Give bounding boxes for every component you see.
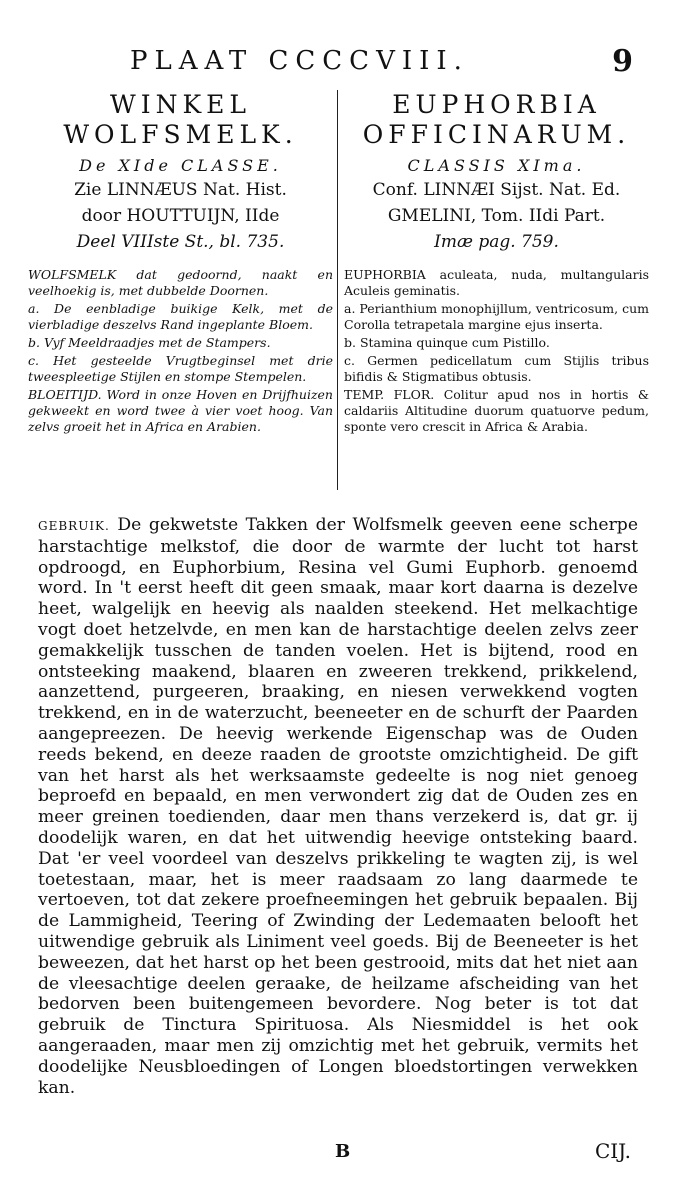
dutch-description [28,267,333,435]
plate-title: PLAAT CCCCVIII. [130,46,469,76]
page-footer [0,1135,683,1175]
latin-desc-flowering: TEMP. FLOR. Colitur apud nos in hortis & caldariis Altitudine duorum quatuorve pedum, sponte vero crescit in Africa & Arabia. [344,387,649,434]
dutch-reference-line1: Zie LINNÆUS Nat. Hist. [74,180,287,200]
latin-desc-a: a. Perianthium monophijllum, ventricosum, cum Corolla tetrapetala margine ejus inserta. [344,301,649,332]
page-number: 9 [612,44,633,79]
dutch-desc-flowering: BLOEITIJD. Word in onze Hoven en Drijfhuizen gekweekt en word twee à vier voet hoog. Van zelvs groeit het in Africa en Arabien. [28,387,333,434]
dutch-reference-line3: Deel VIIIste St., bl. 735. [76,232,285,252]
latin-reference-line3: Imæ pag. 759. [434,232,559,252]
dutch-reference-line2: door HOUTTUIJN, IIde [81,206,280,226]
signature-mark: B [335,1141,351,1162]
usage-section [38,515,638,1125]
latin-class: CLASSIS XIma. [407,156,586,175]
usage-text: De gekwetste Takken der Wolfsmelk geeven eene scherpe harstachtige melkstof, die door de warmte der lucht tot harst opdroogd, en Euphorbium, Resina vel Gumi Euphorb. genoemd word. In 't eerst heeft dit geen smaak, maar kort daarna is dezelve heet, walgelijk en heevig als naalden steekend. Het melkachtige vogt doet hetzelvde, en men kan de harstachtige deelen zelvs zeer gemakkelijk tusschen de tanden voelen. Het is bijtend, rood en ontsteeking maakend, blaaren en zweeren trekkend, prikkelend, aanzettend, purgeeren, braaking, en niesen verwekkend vogten trekkend, en in de waterzucht, beeneeter en de schurft der Paarden aangepreezen. De heevig werkende Eigenschap was de Ouden reeds bekend, en deeze raaden de grootste omzichtigheid. De gift van het harst als het werksaamste gedeelte is nog niet genoeg beproefd en bepaald, en men verwondert zig dat de Ouden zes en meer greinen toedienden, daar men thans verzekerd is, dat gr. ij doodelijk waren, en dat het uitwendig heevige ontsteking baard. Dat 'er veel voordeel van deszelvs prikkeling te wagten zij, is wel toetestaan, maar, het is meer raadsaam zo lang daarmede te vertoeven, tot dat zekere proefneemingen het gebruik bepaalen. Bij de Lammigheid, Teering of Zwinding der Ledemaaten belooft het uitwendige gebruik als Liniment veel goeds. Bij de Beeneeter is het beweezen, dat het harst op het been gestrooid, mits dat het niet aan de vleesachtige deelen geraake, de heilzame afscheiding van het bedorven been buitengemeen bevordere. Nog beter is tot dat gebruik de Tinctura Spirituosa. Als Niesmiddel is het ook aangeraaden, maar men zij omzichtig met het gebruik, vermits het doodelijke Neusbloedingen of Longen bloedstortingen verwekken kan. [38,515,638,1098]
page-header [0,40,683,84]
column-divider [337,90,338,490]
latin-reference-line1: Conf. LINNÆI Sijst. Nat. Ed. [372,180,621,200]
latin-desc-c: c. Germen pedicellatum cum Stijlis tribus bifidis & Stigmatibus obtusis. [344,353,649,384]
latin-column [344,90,649,437]
latin-reference-line2: GMELINI, Tom. IIdi Part. [387,206,606,226]
latin-name-line2: OFFICINARUM. [362,120,631,149]
latin-desc-main: EUPHORBIA aculeata, nuda, multangularis Aculeis geminatis. [344,267,649,298]
dutch-desc-c: c. Het gesteelde Vrugtbeginsel met drie tweespleetige Stijlen en stompe Stempelen. [28,353,333,384]
dutch-desc-main: WOLFSMELK dat gedoornd, naakt en veelhoekig is, met dubbelde Doornen. [28,267,333,298]
latin-name-line1: EUPHORBIA [392,90,601,119]
latin-desc-b: b. Stamina quinque cum Pistillo. [344,335,550,350]
catchword: CIJ. [594,1139,631,1163]
usage-paragraph [38,515,638,1098]
dutch-desc-a: a. De eenbladige buikige Kelk, met de vierbladige deszelvs Rand ingeplante Bloem. [28,301,333,332]
dutch-name-line2: WOLFSMELK. [63,120,298,149]
latin-description [344,267,649,435]
dutch-name-line1: WINKEL [110,90,251,119]
dutch-class: De XIde CLASSE. [79,156,282,175]
usage-lead: GEBRUIK. [38,519,110,533]
dutch-desc-b: b. Vyf Meeldraadjes met de Stampers. [28,335,271,350]
two-column-section [28,90,648,490]
dutch-column [28,90,333,437]
